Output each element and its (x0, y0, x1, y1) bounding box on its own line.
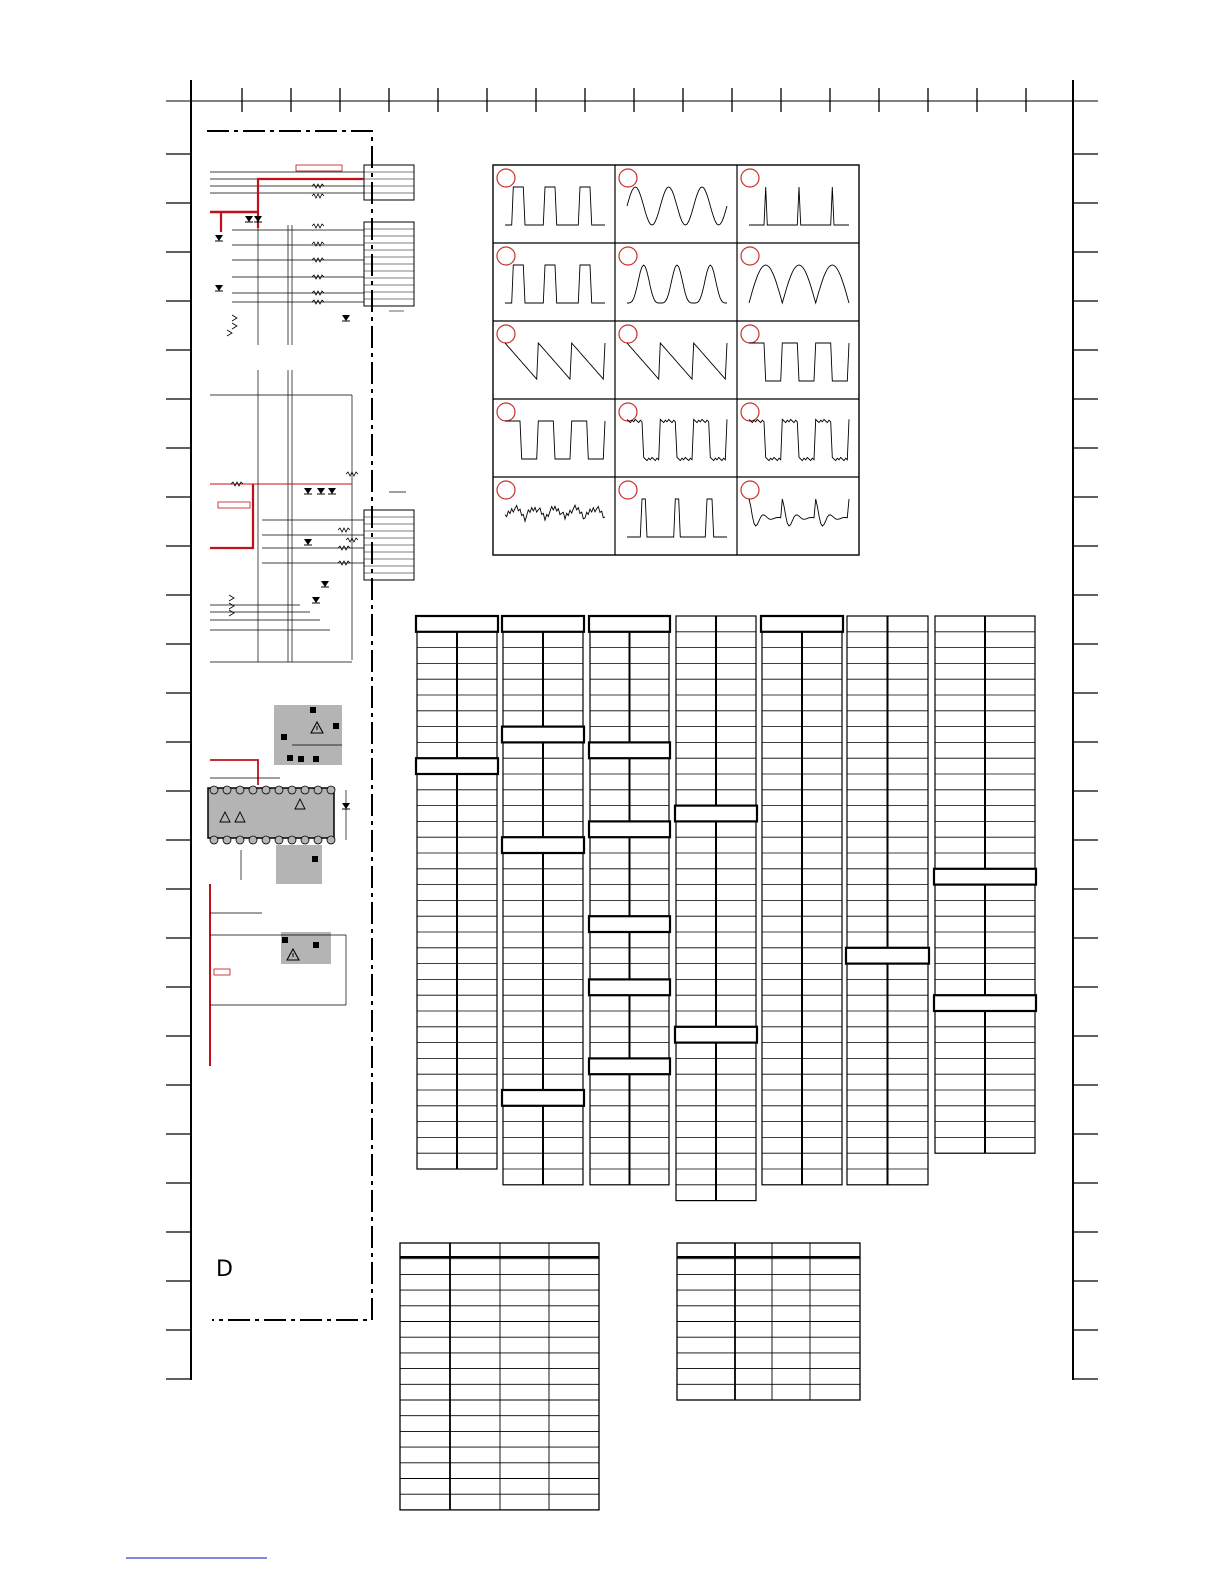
diode-body (317, 488, 325, 494)
red-power-trace (258, 179, 364, 228)
ic-pin (288, 836, 296, 844)
input-chevron (229, 603, 234, 609)
ic-pin (223, 836, 231, 844)
ic-pin (301, 836, 309, 844)
pin-table (761, 616, 843, 1185)
waveform-marker-circle (619, 403, 637, 421)
red-power-trace (210, 760, 258, 785)
waveform-marker-circle (741, 481, 759, 499)
waveform-marker-circle (497, 169, 515, 187)
ic-pin (327, 836, 335, 844)
waveform-marker-circle (497, 247, 515, 265)
ic-pin (301, 786, 309, 794)
pin-table (846, 616, 929, 1185)
input-chevron (229, 610, 234, 616)
lower-table (400, 1243, 599, 1510)
diode-body (312, 597, 320, 603)
diode-symbol (254, 216, 262, 222)
shaded-protection-block (281, 932, 331, 964)
waveform-marker-circle (741, 403, 759, 421)
pin-table-group-header (846, 948, 929, 964)
pin-table-group-header (934, 995, 1036, 1011)
waveform-trace-spike-train (749, 187, 849, 225)
section-letter-label: D (216, 1257, 233, 1282)
pin-table-group-header (589, 979, 670, 995)
diode-symbol (304, 539, 312, 545)
pin-table-group-header (502, 837, 584, 853)
pin-table-group-header (502, 727, 584, 743)
waveform-marker-circle (741, 325, 759, 343)
diode-symbol (328, 488, 336, 494)
diode-body (245, 216, 253, 222)
input-chevron (232, 323, 237, 329)
waveform-marker-circle (497, 481, 515, 499)
diode-body (321, 581, 329, 587)
caution-square (313, 942, 319, 948)
pin-table-group-header (589, 616, 670, 632)
caution-square (282, 937, 288, 943)
diode-body (215, 285, 223, 291)
caution-square (313, 756, 319, 762)
waveform-trace-pulse-train (505, 187, 605, 225)
waveform-marker-circle (619, 169, 637, 187)
shaded-protection-block (276, 845, 322, 884)
waveform-trace-rounded-pulse (627, 265, 727, 303)
waveform-trace-square-wave (505, 421, 605, 459)
pin-table (675, 616, 757, 1201)
ic-pin (223, 786, 231, 794)
ic-pin (262, 836, 270, 844)
ic-pin (275, 786, 283, 794)
input-chevron (227, 330, 232, 336)
waveform-marker-circle (619, 481, 637, 499)
red-power-trace (210, 484, 253, 548)
waveform-marker-circle (619, 247, 637, 265)
waveform-marker-circle (741, 247, 759, 265)
pin-table-group-header (502, 1090, 584, 1106)
resistor-symbol (312, 194, 324, 198)
caution-square (281, 734, 287, 740)
diode-symbol (304, 488, 312, 494)
diode-symbol (321, 581, 329, 587)
caution-square (298, 756, 304, 762)
caution-square (312, 856, 318, 862)
diode-body (342, 315, 350, 321)
diode-body (328, 488, 336, 494)
waveform-marker-circle (619, 325, 637, 343)
ic-pin (236, 836, 244, 844)
input-chevron (232, 315, 237, 321)
caution-square (333, 723, 339, 729)
pin-table-group-header (416, 758, 498, 774)
waveform-trace-square-wave (749, 343, 849, 381)
resistor-symbol (312, 224, 324, 228)
ic-pin (249, 836, 257, 844)
pin-table-group-header (589, 1058, 670, 1074)
caution-square (310, 707, 316, 713)
waveform-marker-circle (497, 403, 515, 421)
waveform-trace-falling-sawtooth (627, 343, 727, 379)
diode-symbol (245, 216, 253, 222)
ic-pin (262, 786, 270, 794)
red-label-tag (218, 502, 250, 508)
pin-table-group-header (416, 616, 498, 632)
pin-table-group-header (675, 1027, 757, 1043)
ic-pin (210, 786, 218, 794)
waveform-trace-sine (627, 187, 727, 225)
ic-pin (327, 786, 335, 794)
caution-square (287, 755, 293, 761)
pin-table-group-header (761, 616, 843, 632)
waveform-trace-damped-transient (749, 499, 849, 526)
diode-symbol (317, 488, 325, 494)
diode-body (254, 216, 262, 222)
diode-body (215, 235, 223, 241)
ic-pin (249, 786, 257, 794)
circuit-schematic-region (207, 131, 414, 1320)
ic-pin (275, 836, 283, 844)
diode-symbol (342, 315, 350, 321)
resistor-symbol (338, 528, 350, 532)
pin-table-group-header (934, 869, 1036, 885)
diode-body (304, 488, 312, 494)
pin-voltage-tables (416, 616, 1036, 1201)
waveform-trace-pulse-train (505, 265, 605, 303)
diode-symbol (215, 235, 223, 241)
waveform-grid (493, 165, 859, 555)
lower-table (677, 1243, 860, 1400)
lower-data-tables (400, 1243, 860, 1510)
waveform-trace-noisy-square (627, 419, 727, 460)
pin-table (416, 616, 498, 1169)
waveform-trace-noisy-square (749, 419, 849, 460)
pin-table-group-header (589, 821, 670, 837)
waveform-trace-tall-pulse (627, 499, 727, 537)
waveform-trace-falling-sawtooth (505, 343, 605, 379)
ic-pin (236, 786, 244, 794)
integrated-circuit-body (208, 788, 334, 838)
red-label-tag (214, 969, 230, 975)
lower-table-outline (400, 1243, 599, 1510)
waveform-marker-circle (741, 169, 759, 187)
pin-table-group-header (502, 616, 584, 632)
pin-table (934, 616, 1036, 1153)
ic-pin (314, 786, 322, 794)
ic-pin (210, 836, 218, 844)
pin-table (589, 616, 670, 1185)
pin-table (502, 616, 584, 1185)
red-label-tag (296, 165, 342, 171)
diode-symbol (312, 597, 320, 603)
diode-body (304, 539, 312, 545)
diode-symbol (215, 285, 223, 291)
pin-table-group-header (589, 742, 670, 758)
pin-table-group-header (589, 916, 670, 932)
pin-table-group-header (675, 806, 757, 822)
ic-pin (288, 786, 296, 794)
resistor-symbol (312, 242, 324, 246)
ic-pin (314, 836, 322, 844)
waveform-trace-noisy-ripple (505, 505, 605, 521)
waveform-grid-outline (493, 165, 859, 555)
waveform-trace-rectified-sine (749, 265, 849, 303)
input-chevron (229, 595, 234, 601)
waveform-marker-circle (497, 325, 515, 343)
